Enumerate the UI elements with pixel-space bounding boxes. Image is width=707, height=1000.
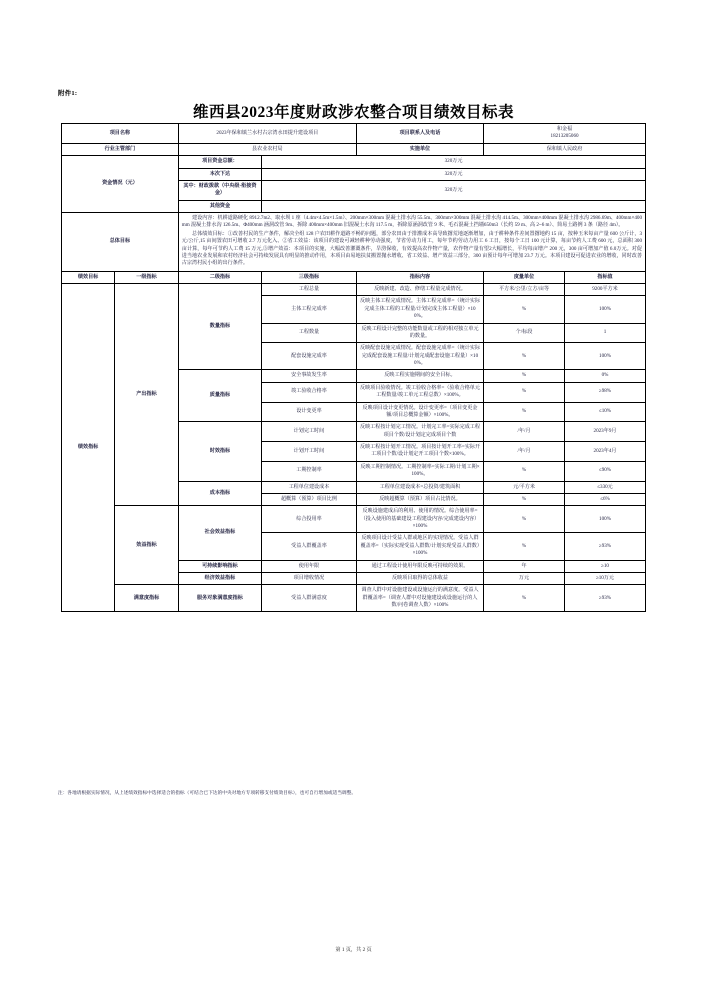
indicator-unit: 元/平方米 xyxy=(484,481,565,493)
indicator-value: ≥98% xyxy=(565,382,646,402)
page-title: 维西县2023年度财政涉农整合项目绩效目标表 xyxy=(192,104,514,121)
indicator-unit: % xyxy=(484,461,565,481)
indicator-content: 反映配套设施完成情况。配套设施完成率=（统计实际完成配套设施工程量/计划完成配套设施工程量）×100%。 xyxy=(356,343,483,370)
contact-value xyxy=(484,124,646,144)
level1-indicator: 效益指标 xyxy=(115,506,179,585)
indicator-unit: % xyxy=(484,296,565,323)
indicator-content: 反映设施建成后的利用、使用的情况。综合使用率=（投入使用的基础建设工程建设内容/完成建设内容）×100% xyxy=(356,506,483,533)
level1-indicator: 产出指标 xyxy=(115,284,179,506)
level2-indicator: 数量指标 xyxy=(178,284,261,370)
fund-value-1: 320万元 xyxy=(262,168,646,180)
table-row-fund-total xyxy=(62,156,646,168)
level2-indicator: 可持续影响指标 xyxy=(178,560,261,572)
level3-indicator: 工期控制率 xyxy=(262,461,357,481)
indicator-value: ≤10% xyxy=(565,402,646,422)
indicator-content: 反映项目设计变更情况。设计变更率=（项目变更金额/项目总概算金额）×100%。 xyxy=(356,402,483,422)
indicator-value: 100% xyxy=(565,343,646,370)
indicator-value: ≥93% xyxy=(565,585,646,612)
performance-goal-table xyxy=(61,123,646,612)
indicator-unit: 个/标段 xyxy=(484,323,565,343)
indicator-unit: % xyxy=(484,370,565,382)
indicator-content: 反映项目取得的总体收益 xyxy=(356,572,483,584)
table-note: 注：各地请根据实际情况，从上述绩效指标中选择适合的指标（可结合已下达的中央对地方专项转移支付绩效目标），也可自行增加或适当调整。 xyxy=(58,790,357,795)
indicator-content: 反映工程设计完整的功能数量或工程的相对独立单元的数量。 xyxy=(356,323,483,343)
fund-value-2: 320万元 xyxy=(262,180,646,200)
attachment-label: 附件1: xyxy=(58,90,78,97)
indicator-value: ≥10万元 xyxy=(565,572,646,584)
implement-unit-label: 实施单位 xyxy=(356,143,483,155)
indicator-unit: 万元 xyxy=(484,572,565,584)
table-row xyxy=(62,585,646,612)
indicator-content: 反映工程实施期间的安全目标。 xyxy=(356,370,483,382)
project-name-value: 2023年保和镇兰水村古宗湾水田提升建设项目 xyxy=(178,124,356,144)
fund-name-3: 其他资金 xyxy=(178,200,261,212)
indicator-value: ≤330元 xyxy=(565,481,646,493)
col-header-5: 度量单位 xyxy=(484,271,565,283)
indicator-content: 反映工程按计划开工情况。项目按计划开工率=实际开工项目个数/设计划定开工项目个数×100%。 xyxy=(356,442,483,462)
indicator-value: 100% xyxy=(565,506,646,533)
fund-name-1: 本次下达 xyxy=(178,168,261,180)
col-header-4: 指标内容 xyxy=(356,271,483,283)
indicator-unit: /年/月 xyxy=(484,442,565,462)
indicator-unit: % xyxy=(484,585,565,612)
level2-indicator: 时效指标 xyxy=(178,422,261,481)
indicator-value: 0% xyxy=(565,370,646,382)
table-header-row xyxy=(62,271,646,283)
overall-goal-text xyxy=(178,213,645,272)
indicator-content: 反映超概算（预算）项目占比情况。 xyxy=(356,493,483,505)
indicator-unit: % xyxy=(484,402,565,422)
indicator-content: 反映项目验收情况。竣工验收合格率=（验收合格单元工程数量/竣工单元工程总数）×100%。 xyxy=(356,382,483,402)
level3-indicator: 受益人群满意度 xyxy=(262,585,357,612)
level1-indicator: 满意度指标 xyxy=(115,585,179,612)
indicator-content: 反映新建、改造、修缮工程量完成情况。 xyxy=(356,284,483,296)
indicator-content: 工程单位建设成本=总投资/建筑面积 xyxy=(356,481,483,493)
project-name-label: 项目名称 xyxy=(62,124,179,144)
indicator-value: ≤6% xyxy=(565,493,646,505)
table-body xyxy=(62,124,646,612)
level3-indicator: 项目增收情况 xyxy=(262,572,357,584)
level2-indicator: 成本指标 xyxy=(178,481,261,506)
indicator-content: 调查人群中对设施建设或设施运行的满意度。受益人群覆盖率=（调查人群中对设施建设或设施运行的人数/问卷调查人数）×100% xyxy=(356,585,483,612)
goal-column-label: 绩效指标 xyxy=(62,284,115,612)
implement-unit-value: 保和镇人民政府 xyxy=(484,143,646,155)
indicator-unit: % xyxy=(484,382,565,402)
overall-goal-label: 总体目标 xyxy=(62,213,179,272)
table-row xyxy=(62,506,646,533)
table-row-overall-goal xyxy=(62,213,646,272)
overall-goal-paragraph-1: 建设内容：机耕道路硬化 8912.7m2、取水坝 1 座（4.4m×4.5m×1.5m）、200mm×300mm 混凝土排水沟 55.5m、300mm×300mm 混凝土排水沟 414.5m、300mm×400mm 混凝土排水沟 2986.69m、400mm×400mm 混凝土排水沟 126.5m、Φ400mm 涵洞改管 9m、拆除 400mm×400mm 旧混凝土水沟 117.5 m，拆除原涵洞改管 9 米、毛石混凝土挡墙650m3（长约 59 m、高 2~6 m）、简易土路例 3 条（路径 4m）。 xyxy=(181,215,642,229)
indicator-value: 100% xyxy=(565,296,646,323)
indicator-content: 反映工程按计划完工情况。计划完工率=实际完成工程项目个数/设计划定完成项目个数 xyxy=(356,422,483,442)
level3-indicator: 受益人群覆盖率 xyxy=(262,533,357,560)
indicator-unit: % xyxy=(484,343,565,370)
page-footer: 第 1 页，共 2 页 xyxy=(335,947,372,953)
indicator-unit: /年/月 xyxy=(484,422,565,442)
table-row xyxy=(62,284,646,296)
table-row-project-name xyxy=(62,124,646,144)
fund-value-0: 320万元 xyxy=(262,156,646,168)
level2-indicator: 服务对象满意度指标 xyxy=(178,585,261,612)
level3-indicator: 计划开工时间 xyxy=(262,442,357,462)
indicator-value: 9200平方米 xyxy=(565,284,646,296)
indicator-content: 反映工期控制情况。工期控制率=实际工期/计划工期×100%。 xyxy=(356,461,483,481)
col-header-1: 一级指标 xyxy=(115,271,179,283)
level3-indicator: 竣工验收合格率 xyxy=(262,382,357,402)
level3-indicator: 配套设施完成率 xyxy=(262,343,357,370)
indicator-value: ≤90% xyxy=(565,461,646,481)
indicator-unit: 平方米/公里/立方/亩等 xyxy=(484,284,565,296)
indicator-unit: % xyxy=(484,493,565,505)
indicator-unit: % xyxy=(484,533,565,560)
level3-indicator: 计划完工时间 xyxy=(262,422,357,442)
department-label: 行业主管部门 xyxy=(62,143,179,155)
funds-label: 资金情况（元） xyxy=(62,156,179,213)
level3-indicator: 设计变更率 xyxy=(262,402,357,422)
indicator-value: ≥93% xyxy=(565,533,646,560)
col-header-2: 二级指标 xyxy=(178,271,261,283)
indicator-unit: 年 xyxy=(484,560,565,572)
contact-label: 项目联系人及电话 xyxy=(356,124,483,144)
indicator-content: 反映主体工程完成情况。主体工程完成率=（统计实际完成主体工程的工程量/计划完成主体工程量）×100%。 xyxy=(356,296,483,323)
table-row-department xyxy=(62,143,646,155)
fund-name-2: 其中：财政拨款（中央级-衔接资金） xyxy=(178,180,261,200)
contact-name: 和金福 xyxy=(556,126,573,132)
department-value: 县农业农村局 xyxy=(178,143,356,155)
level3-indicator: 工程单位建设成本 xyxy=(262,481,357,493)
indicator-value: 1 xyxy=(565,323,646,343)
indicator-unit: % xyxy=(484,506,565,533)
indicator-value: 2023年9月 xyxy=(565,422,646,442)
indicator-value: 2023年4月 xyxy=(565,442,646,462)
fund-value-3 xyxy=(262,200,646,212)
level2-indicator: 经济效益指标 xyxy=(178,572,261,584)
col-header-6: 指标值 xyxy=(565,271,646,283)
indicator-value: ≥10 xyxy=(565,560,646,572)
contact-phone: 18213205060 xyxy=(550,133,579,140)
col-header-3: 三级指标 xyxy=(262,271,357,283)
level3-indicator: 工程数量 xyxy=(262,323,357,343)
level3-indicator: 安全事故发生率 xyxy=(262,370,357,382)
indicator-content: 通过工程设计使用年限反映可持续的效果。 xyxy=(356,560,483,572)
col-header-0: 绩效目标 xyxy=(62,271,115,283)
level2-indicator: 社会效益指标 xyxy=(178,506,261,560)
level3-indicator: 主体工程完成率 xyxy=(262,296,357,323)
level3-indicator: 超概算（预算）项目比例 xyxy=(262,493,357,505)
fund-name-0: 项目资金总额： xyxy=(178,156,261,168)
overall-goal-paragraph-2: 总体绩效目标：①改善村民的生产条件，解决全组 128 户农田耕作道路不畅的问题，部分农田由于排灌成本高导致撂荒地逐渐增加，由于耕种条件差间置撂地约 15 亩，按种玉米每亩产量 600 公斤计，3 元/公斤,15 亩间置农田可增收 2.7 万元化入、②省工效益：该项目的建设可减轻耕种劳动强度，节省劳动力用工，每年节约劳动力用工 6 工日，按每个工日 100 元计算，每亩节约人工费 600 元，总面积 300 亩计算，每年可节约人工费 15 万元,③增产效益：本项目的实施，大幅改善灌溉条件，旱涝保收，有效提高农作物产量，农作物产量有望2大幅增长，平均每亩增产 200 元，300 亩可增加产值 6.0万元。对促进当地农业发展和农村经济社会可持续发展具有明显的推动作用，本项目由易地扶贫搬置抛水增收、省工效益、增产效益三部分，300 亩预计每年可增加 23.7 万元。本项目建设可促进农业的增收，同时改善古宗湾村民小组的出行条件。 xyxy=(181,230,642,267)
level3-indicator: 工程总量 xyxy=(262,284,357,296)
level2-indicator: 质量指标 xyxy=(178,370,261,422)
level3-indicator: 使用年限 xyxy=(262,560,357,572)
indicator-content: 反映项目设计受益人群或地区的实现情况。受益人群覆盖率=（实际实现受益人群数/计划实现受益人群数）×100% xyxy=(356,533,483,560)
level3-indicator: 综合投用率 xyxy=(262,506,357,533)
